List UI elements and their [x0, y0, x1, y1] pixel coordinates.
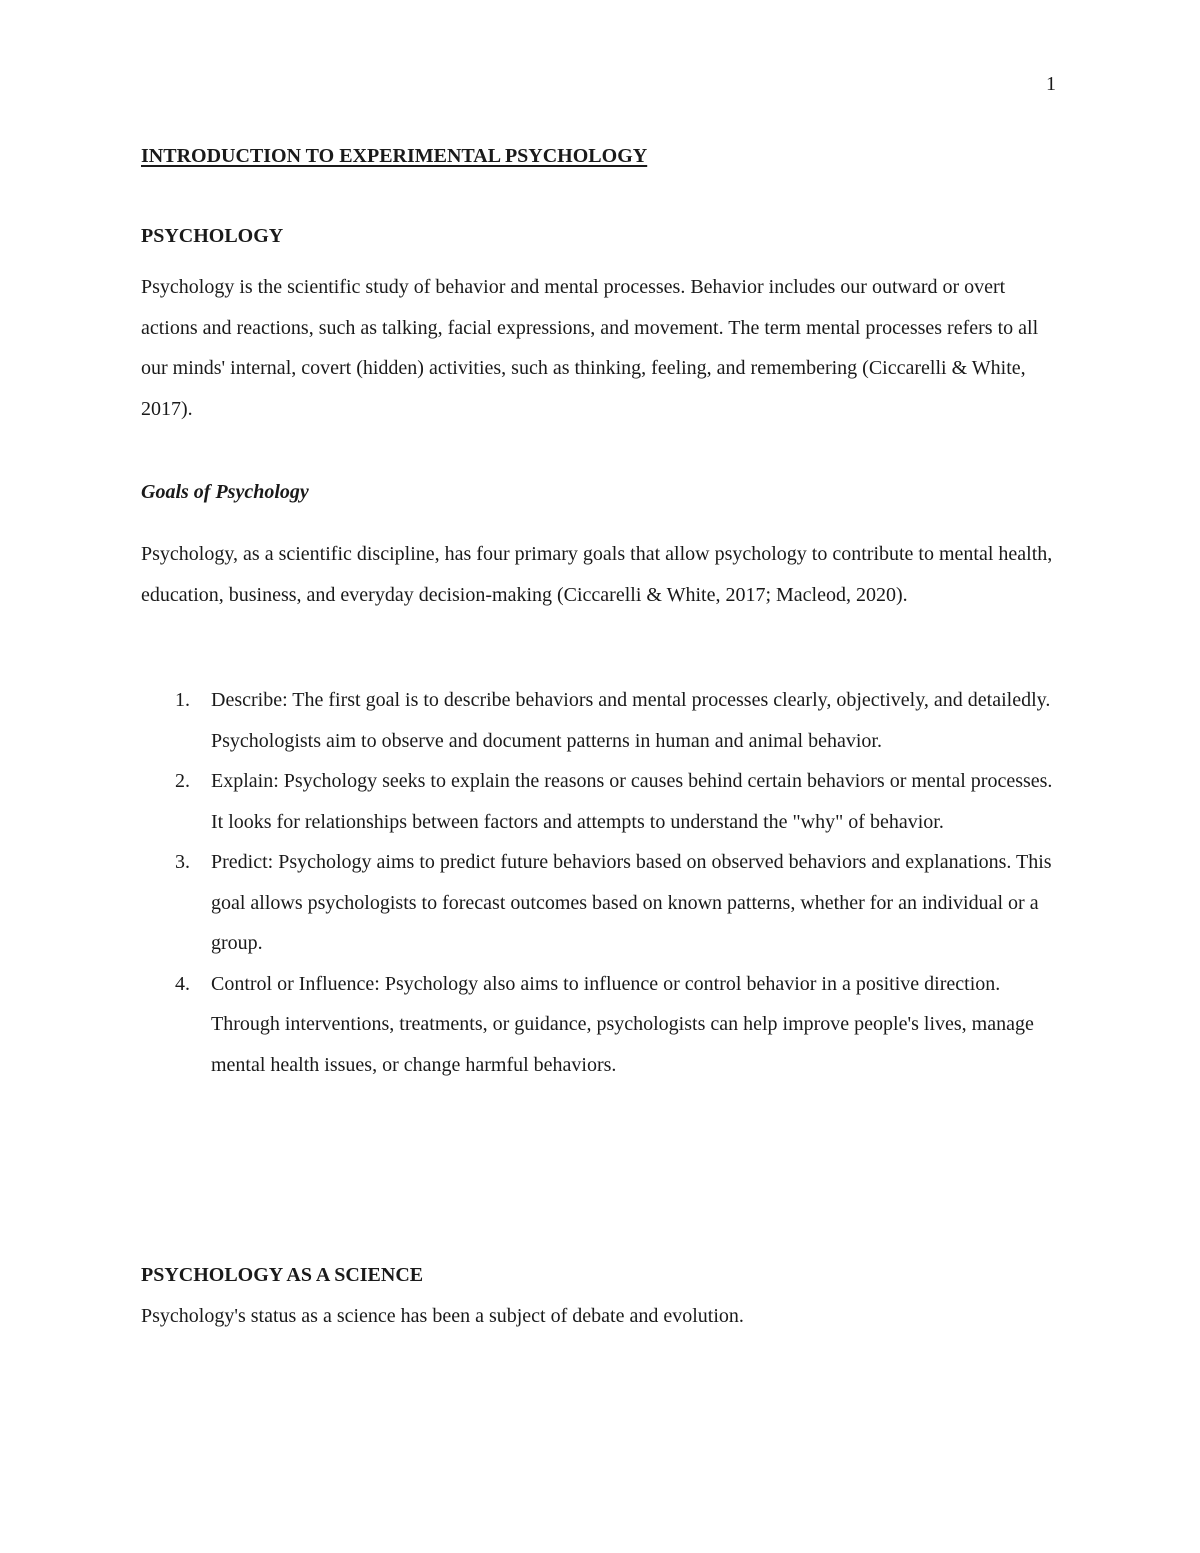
goal-item-predict	[141, 842, 1062, 964]
goal-number: 4.	[175, 972, 190, 995]
goal-number: 1.	[175, 689, 190, 711]
goal-number: 3.	[175, 851, 190, 873]
goal-text: Control or Influence: Psychology also aims to influence or control behavior in a positive direction. Through interventions, treatments, or guidance, psychologists can help improve people's lives, manage mental health issues, or change harmful behaviors.	[211, 972, 1034, 1076]
psychology-definition-paragraph: Psychology is the scientific study of behavior and mental processes. Behavior includes our outward or overt actions and reactions, such as talking, facial expressions, and movement. The term mental processes refers to all our minds' internal, covert (hidden) activities, such as thinking, feeling, and remembering (Ciccarelli & White, 2017).	[141, 276, 1039, 420]
document-title: INTRODUCTION TO EXPERIMENTAL PSYCHOLOGY	[141, 145, 648, 167]
goal-text: Describe: The first goal is to describe behaviors and mental processes clearly, objectively, and detailedly. Psychologists aim to observe and document patterns in human and animal behavior.	[211, 689, 1051, 752]
page-number: 1	[1046, 73, 1056, 95]
goal-text: Predict: Psychology aims to predict future behaviors based on observed behaviors and explanations. This goal allows psychologists to forecast outcomes based on known patterns, whether for an individual or a group.	[211, 851, 1052, 954]
goal-item-control	[141, 964, 1062, 1086]
section-heading-goals: Goals of Psychology	[141, 481, 309, 503]
goal-text: Explain: Psychology seeks to explain the reasons or causes behind certain behaviors or mental processes. It looks for relationships between factors and attempts to understand the "why" of behavior.	[211, 770, 1053, 833]
section-heading-science: PSYCHOLOGY AS A SCIENCE	[141, 1264, 424, 1286]
goals-list	[141, 680, 1062, 1085]
science-paragraph: Psychology's status as a science has been a subject of debate and evolution.	[141, 1305, 744, 1327]
goal-item-describe	[141, 680, 1062, 761]
goals-intro-paragraph: Psychology, as a scientific discipline, has four primary goals that allow psychology to contribute to mental health, education, business, and everyday decision-making (Ciccarelli & White, 2017; Macleod, 2020).	[141, 543, 1053, 606]
goal-item-explain	[141, 761, 1062, 842]
section-heading-psychology: PSYCHOLOGY	[141, 225, 284, 247]
goal-number: 2.	[175, 770, 190, 792]
